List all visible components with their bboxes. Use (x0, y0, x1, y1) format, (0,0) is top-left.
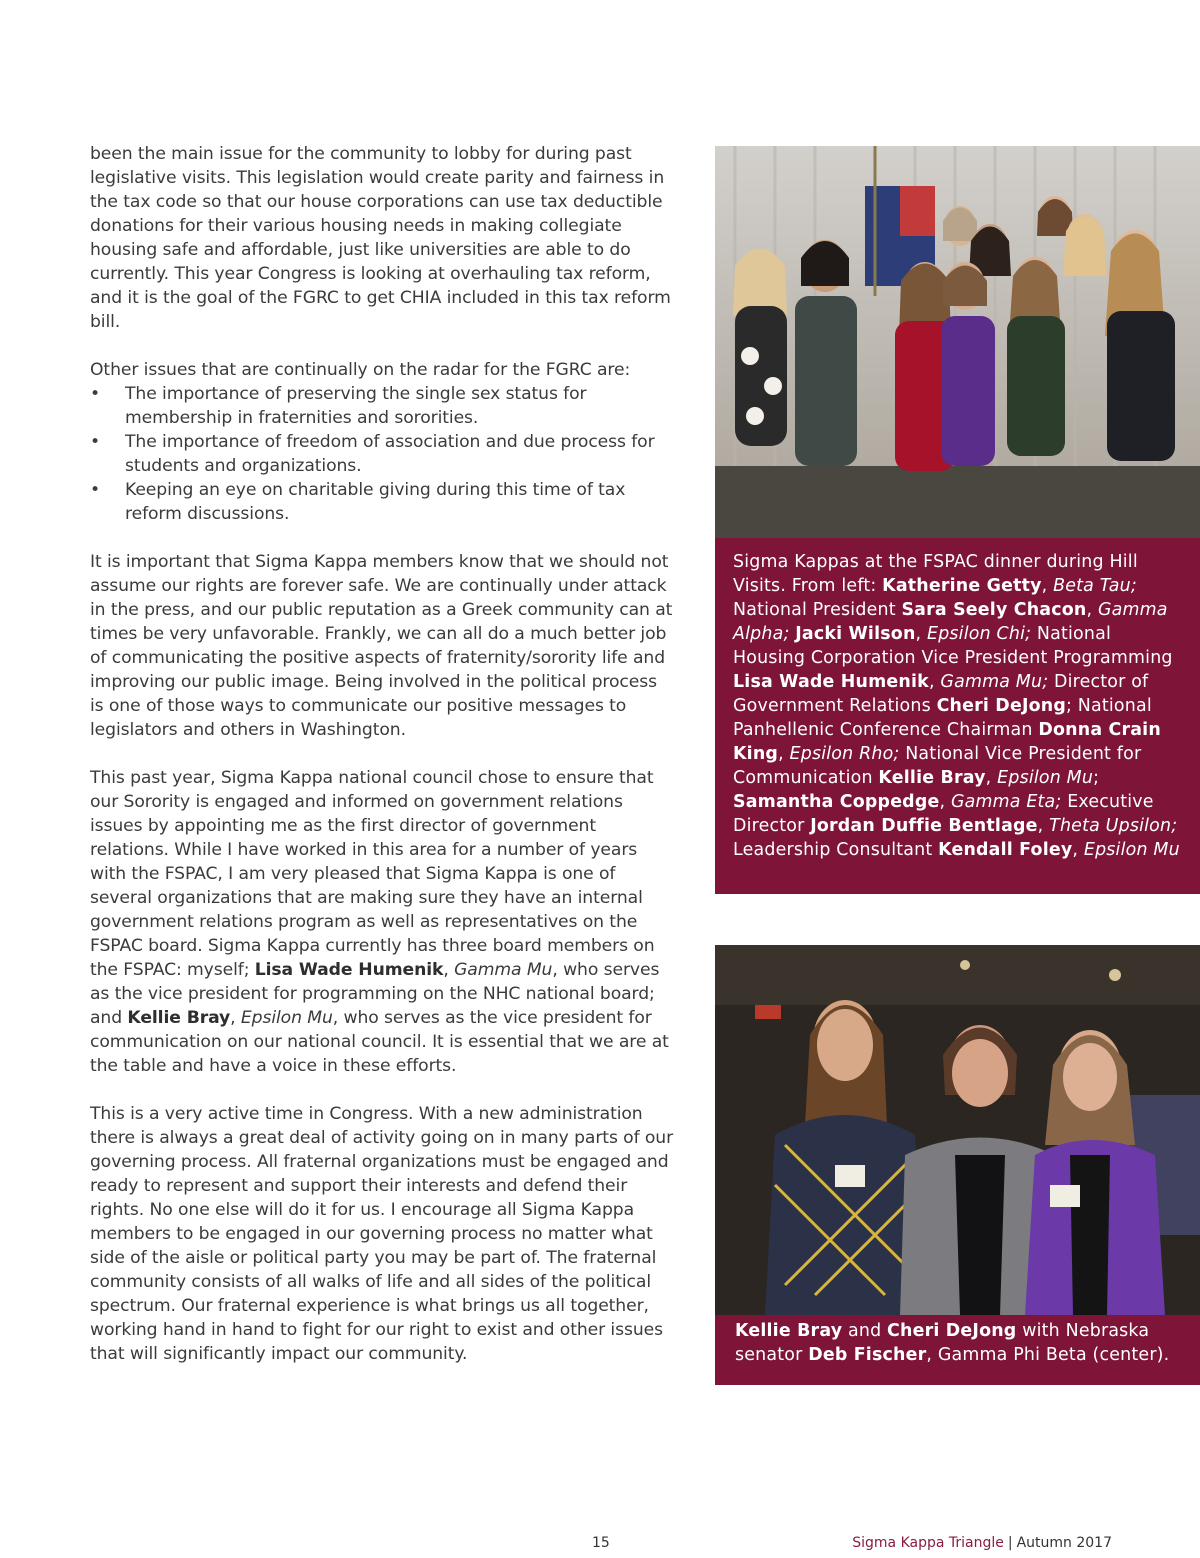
chapter: Gamma Mu; (940, 672, 1049, 692)
article-body (90, 142, 675, 1390)
magazine-title: Sigma Kappa Triangle (852, 1535, 1004, 1551)
issues-list (90, 382, 675, 526)
name: Jacki Wilson (795, 624, 916, 644)
name-lisa-wade-humenik: Lisa Wade Humenik (254, 960, 444, 980)
name: Samantha Coppedge (733, 792, 940, 812)
footer-separator: | (1007, 1535, 1013, 1551)
name: Jordan Duffie Bentlage (810, 816, 1038, 836)
photo-senator-fischer (715, 945, 1200, 1315)
paragraph-chia: been the main issue for the community to lobby for during past legislative visits. This legislation would create parity and fairness in the tax code so that our house corporations can use tax deductible donations for their various housing needs in making collegiate housing safe and affordable, just like universities are able to do currently. This year Congress is looking at overhauling tax reform, and it is the goal of the FGRC to get CHIA included in this tax reform bill. (90, 144, 671, 332)
photo-fspac-dinner-group (715, 146, 1200, 538)
chapter: Gamma Eta; (950, 792, 1062, 812)
name: Cheri DeJong (887, 1321, 1017, 1341)
page-number: 15 (592, 1535, 610, 1551)
name-kellie-bray: Kellie Bray (127, 1008, 231, 1028)
name: Lisa Wade Humenik (733, 672, 929, 692)
group-photo-illustration (715, 146, 1200, 538)
name: Kendall Foley (938, 840, 1073, 860)
chapter-epsilon-mu: Epsilon Mu (240, 1008, 333, 1028)
name: Cheri DeJong (936, 696, 1066, 716)
chapter-gamma-mu: Gamma Mu (454, 960, 553, 980)
list-item: • The importance of freedom of association and due process for students and organizations. (90, 430, 675, 478)
chapter: Gamma Alpha; (733, 600, 1168, 644)
caption-fspac-dinner: Sigma Kappas at the FSPAC dinner during Hill Visits. From left: Katherine Getty, Beta Tau; National President Sara Seely Chacon, Gamma Alpha; Jacki Wilson, Epsilon Chi; National Housing Corporation Vice President Programming Lisa Wade Humenik, Gamma Mu; Director of Government Relations Cheri DeJong; National Panhellenic Conference Chairman Donna Crain King, Epsilon Rho; National Vice President for Communication Kellie Bray, Epsilon Mu; Samantha Coppedge, Gamma Eta; Executive Director Jordan Duffie Bentlage, Theta Upsilon; Leadership Consultant Kendall Foley, Epsilon Mu (715, 538, 1200, 894)
paragraph-council: This past year, Sigma Kappa national council chose to ensure that our Sorority is engaged and informed on government relations issues by appointing me as the first director of government relations. While I have worked in this area for a number of years with the FSPAC, I am very pleased that Sigma Kappa is one of several organizations that are making sure they have an internal government relations program as well as representatives on the FSPAC board. Sigma Kappa currently has three board members on the FSPAC: myself; Lisa Wade Humenik, Gamma Mu, who serves as the vice president for programming on the NHC national board; and Kellie Bray, Epsilon Mu, who serves as the vice president for communication on our national council. It is essential that we are at the table and have a voice in these efforts. (90, 768, 669, 1076)
caption-senator-fischer: Kellie Bray and Cheri DeJong with Nebraska senator Deb Fischer, Gamma Phi Beta (center). (715, 1315, 1200, 1385)
chapter: Theta Upsilon; (1049, 816, 1178, 836)
running-footer (852, 1534, 1112, 1552)
chapter: Epsilon Rho; (789, 744, 900, 764)
list-item: • Keeping an eye on charitable giving during this time of tax reform discussions. (90, 478, 675, 526)
name: Sara Seely Chacon (901, 600, 1087, 620)
chapter: Epsilon Mu (1083, 840, 1180, 860)
trio-photo-illustration (715, 945, 1200, 1315)
name: Deb Fischer (808, 1345, 927, 1365)
paragraph-rights: It is important that Sigma Kappa members know that we should not assume our rights are forever safe. We are continually under attack in the press, and our public reputation as a Greek community can at times be very unfavorable. Frankly, we can all do a much better job of communicating the positive aspects of fraternity/sorority life and improving our public image. Being involved in the political process is one of those ways to communicate our positive messages to legislators and others in Washington. (90, 552, 673, 740)
name: Donna Crain King (733, 720, 1161, 764)
chapter: Epsilon Mu (997, 768, 1094, 788)
paragraph-congress: This is a very active time in Congress. With a new administration there is always a great deal of activity going on in many parts of our governing process. All fraternal organizations must be engaged and ready to represent and support their interests and defend their rights. No one else will do it for us. I encourage all Sigma Kappa members to be engaged in our governing process no matter what side of the aisle or political party you may be part of. The fraternal community consists of all walks of life and all sides of the political spectrum. Our fraternal experience is what brings us all together, working hand in hand to fight for our right to exist and other issues that will significantly impact our community. (90, 1104, 674, 1364)
name: Kellie Bray (878, 768, 986, 788)
name: Katherine Getty (882, 576, 1042, 596)
name: Kellie Bray (735, 1321, 843, 1341)
paragraph-issues-intro: Other issues that are continually on the radar for the FGRC are: (90, 360, 631, 380)
chapter: Epsilon Chi; (927, 624, 1032, 644)
list-item: • The importance of preserving the single sex status for membership in fraternities and sororities. (90, 382, 675, 430)
chapter: Beta Tau; (1053, 576, 1137, 596)
issue-date: Autumn 2017 (1016, 1535, 1112, 1551)
